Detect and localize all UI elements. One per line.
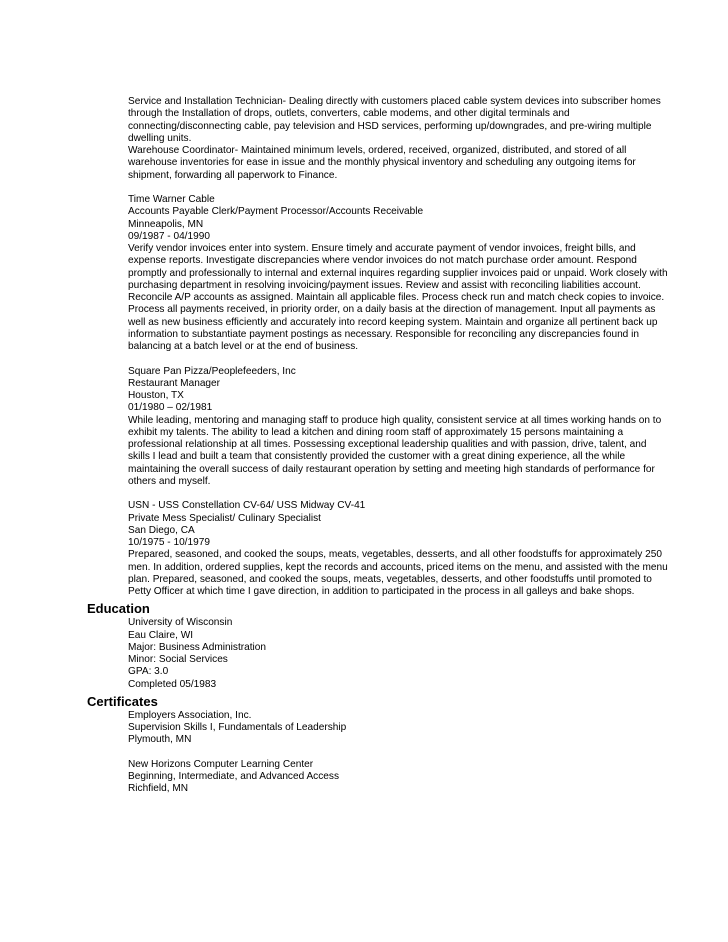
certificate-course: Beginning, Intermediate, and Advanced Access: [128, 771, 339, 782]
service-technician-description: Service and Installation Technician- Dealing directly with customers placed cable system devices into subscriber homes through the Installation of drops, outlets, converters, cable modems, and other digital terminals and connecting/disconnecting cable, pay television and HSD services, performing up/downgrades, and pre-wiring multiple dwelling units.: [128, 96, 661, 144]
job-description: Prepared, seasoned, and cooked the soups, meats, vegetables, desserts, and all other foodstuffs for approximately 250 men. In addition, ordered supplies, kept the records and accounts, priced items on the menu, and assisted with the menu plan. Prepared, seasoned, and cooked the soups, meats, vegetables, desserts, and other foodstuffs until promoted to Petty Officer at which time I gave direction, in addition to participated in the process in all galleys and bake shops.: [128, 549, 668, 597]
education-minor: Minor: Social Services: [128, 654, 228, 665]
spacer: [0, 182, 728, 194]
job-company: Square Pan Pizza/Peoplefeeders, Inc: [128, 365, 296, 377]
certificates-heading: Certificates: [87, 693, 158, 709]
job-location: San Diego, CA: [128, 524, 195, 536]
job-description-continued: Process all payments received, in priority order, on a daily basis at the direction of management. Input all payments as well as new business efficiently and accurately into record keeping system. Maintain and organize all pertinent back up information to substantiate payment postings as necessary. Responsible for reconciling any discrepancies found in balancing at a batch level or at the end of business.: [128, 304, 658, 352]
education-major: Major: Business Administration: [128, 641, 267, 653]
certificate-org: Employers Association, Inc.: [128, 709, 252, 721]
spacer: [0, 353, 728, 365]
job-title: Restaurant Manager: [128, 377, 221, 389]
education-school: University of Wisconsin: [128, 617, 233, 629]
education-gpa: GPA: 3.0: [128, 666, 169, 678]
warehouse-coordinator-description: Warehouse Coordinator- Maintained minimum levels, ordered, received, organized, distributed, and stored of all warehouse inventories for ease in issue and the monthly physical inventory and scheduling any outgoing items for shipment, forwarding all paperwork to Finance.: [128, 145, 636, 181]
job-usn: [0, 500, 728, 598]
job-square-pan-pizza: [0, 366, 728, 489]
certificates-section: [0, 710, 728, 796]
experience-intro: [0, 96, 728, 182]
job-dates: 01/1980 – 02/1981: [128, 402, 213, 414]
certificate-location: Plymouth, MN: [128, 734, 192, 746]
spacer: [0, 488, 728, 500]
job-company: USN - USS Constellation CV-64/ USS Midway CV-41: [128, 500, 366, 512]
job-title: Private Mess Specialist/ Culinary Specialist: [128, 512, 321, 524]
job-location: Houston, TX: [128, 390, 184, 401]
job-dates: 09/1987 - 04/1990: [128, 230, 210, 242]
job-dates: 10/1975 - 10/1979: [128, 537, 210, 548]
certificate-location: Richfield, MN: [128, 783, 189, 795]
job-description: Verify vendor invoices enter into system. Ensure timely and accurate payment of vendor invoices, freight bills, and expense reports. Investigate discrepancies where vendor invoices do not match purchase order amount. Respond promptly and professionally to internal and external inquires regarding supplier invoices paid or unpaid. Work closely with purchasing department in resolving invoicing/payment issues. Review and assist with reconciling liabilities account. Reconcile A/P accounts as assigned. Maintain all applicable files. Process check run and match check copies to invoice.: [128, 243, 668, 303]
education-completed: Completed 05/1983: [128, 678, 217, 690]
job-title: Accounts Payable Clerk/Payment Processor/Accounts Receivable: [128, 206, 424, 218]
certificate-course: Supervision Skills I, Fundamentals of Leadership: [128, 722, 347, 733]
spacer: [128, 747, 668, 759]
job-company: Time Warner Cable: [128, 194, 215, 205]
job-description: While leading, mentoring and managing staff to produce high quality, consistent service at all times working hands on to exhibit my talents. The ability to lead a kitchen and dining room staff of approximately 15 persons maintaining a professional relationship at all times. Possessing exceptional leadership qualities and with passion, drive, talent, and skills I lead and built a team that consistently provided the customer with a great dining experience, all the while maintaining the overall success of daily restaurant operation by setting and meeting high standards of performance for others and myself.: [128, 414, 662, 487]
education-heading: Education: [87, 601, 150, 617]
education-section: [0, 617, 728, 691]
job-location: Minneapolis, MN: [128, 218, 204, 230]
resume-page: [0, 96, 728, 796]
job-time-warner-cable: [0, 194, 728, 353]
certificate-org: New Horizons Computer Learning Center: [128, 758, 314, 770]
education-location: Eau Claire, WI: [128, 629, 194, 641]
